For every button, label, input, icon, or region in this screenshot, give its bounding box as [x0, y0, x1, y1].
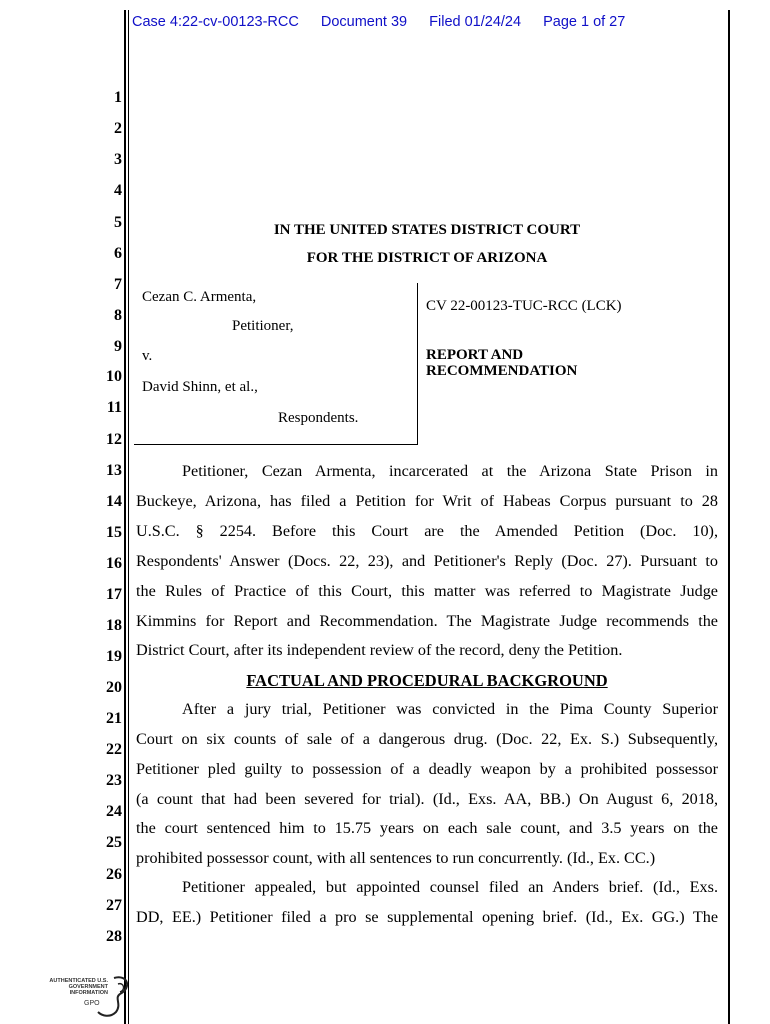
line-number: 12 [106, 431, 122, 448]
body-text-line: Kimmins for Report and Recommendation. The Magistrate Judge recommends the [136, 612, 718, 630]
line-number: 25 [106, 834, 122, 851]
line-number: 11 [106, 399, 122, 416]
line-number: 10 [106, 368, 122, 385]
respondent-role: Respondents. [278, 410, 359, 426]
line-number: 26 [106, 866, 122, 883]
line-number: 14 [106, 493, 122, 510]
line-number: 15 [106, 524, 122, 541]
line-number: 5 [114, 214, 122, 231]
caption-divider-vertical [417, 283, 418, 445]
line-number: 3 [114, 151, 122, 168]
line-number: 1 [114, 89, 122, 106]
right-margin-rule [728, 10, 730, 1024]
line-number: 8 [114, 307, 122, 324]
case-number: CV 22-00123-TUC-RCC (LCK) [426, 298, 622, 314]
line-number: 2 [114, 120, 122, 137]
body-text-line: Petitioner appealed, but appointed counsel filed an Anders brief. (Id., Exs. [182, 878, 718, 896]
body-text-line: Petitioner pled guilty to possession of a deadly weapon by a prohibited possessor [136, 760, 718, 778]
line-number: 20 [106, 679, 122, 696]
line-number: 24 [106, 803, 122, 820]
line-number: 16 [106, 555, 122, 572]
ecf-header [132, 14, 643, 30]
document-title-line-2: RECOMMENDATION [426, 363, 578, 379]
seal-caption: AUTHENTICATED U.S. GOVERNMENT INFORMATION [49, 978, 108, 996]
seal-abbreviation: GPO [84, 1000, 100, 1007]
line-number: 23 [106, 772, 122, 789]
filed-date-header: Filed 01/24/24 [429, 14, 522, 30]
body-text-line: Respondents' Answer (Docs. 22, 23), and Petitioner's Reply (Doc. 27). Pursuant to [136, 552, 718, 570]
body-text-line: (a count that had been severed for trial). (Id., Exs. AA, BB.) On August 6, 2018, [136, 790, 718, 808]
page-indicator-header: Page 1 of 27 [543, 14, 626, 30]
body-text-line: Buckeye, Arizona, has filed a Petition for Writ of Habeas Corpus pursuant to 28 [136, 492, 718, 510]
respondent-name: David Shinn, et al., [142, 379, 258, 395]
line-number: 9 [114, 338, 122, 355]
line-number: 13 [106, 462, 122, 479]
body-text-line: prohibited possessor count, with all sentences to run concurrently. (Id., Ex. CC.) [136, 849, 656, 867]
body-text-line: Petitioner, Cezan Armenta, incarcerated at the Arizona State Prison in [182, 462, 718, 480]
left-margin-rule-inner [128, 10, 129, 1024]
document-number-header: Document 39 [320, 14, 408, 30]
body-text-line: District Court, after its independent review of the record, deny the Petition. [136, 641, 623, 659]
eagle-emblem-icon [44, 972, 134, 1020]
line-number: 18 [106, 617, 122, 634]
line-number: 21 [106, 710, 122, 727]
body-text-line: After a jury trial, Petitioner was convicted in the Pima County Superior [182, 700, 718, 718]
section-heading: FACTUAL AND PROCEDURAL BACKGROUND [246, 671, 608, 690]
line-number: 19 [106, 648, 122, 665]
petitioner-role: Petitioner, [232, 318, 294, 334]
court-district: FOR THE DISTRICT OF ARIZONA [306, 250, 548, 266]
body-text-line: DD, EE.) Petitioner filed a pro se supplemental opening brief. (Id., Ex. GG.) The [136, 908, 718, 926]
line-number: 22 [106, 741, 122, 758]
versus-label: v. [142, 348, 153, 364]
body-text-line: the court sentenced him to 15.75 years on each sale count, and 3.5 years on the [136, 819, 718, 837]
left-margin-rule [124, 10, 126, 1024]
body-text-line: the Rules of Practice of this Court, this matter was referred to Magistrate Judge [136, 582, 718, 600]
body-text-line: U.S.C. § 2254. Before this Court are the Amended Petition (Doc. 10), [136, 522, 718, 540]
case-number-header: Case 4:22-cv-00123-RCC [132, 14, 299, 30]
line-number: 28 [106, 928, 122, 945]
line-number: 6 [114, 245, 122, 262]
line-number: 27 [106, 897, 122, 914]
line-number: 7 [114, 276, 122, 293]
body-text-line: Court on six counts of sale of a dangerous drug. (Doc. 22, Ex. S.) Subsequently, [136, 730, 718, 748]
line-number: 17 [106, 586, 122, 603]
court-name: IN THE UNITED STATES DISTRICT COURT [273, 222, 581, 238]
gpo-authentication-seal [44, 972, 134, 1020]
petitioner-name: Cezan C. Armenta, [142, 289, 257, 305]
document-title-line-1: REPORT AND [426, 347, 524, 363]
caption-divider-horizontal [134, 444, 418, 445]
line-number: 4 [114, 182, 122, 199]
